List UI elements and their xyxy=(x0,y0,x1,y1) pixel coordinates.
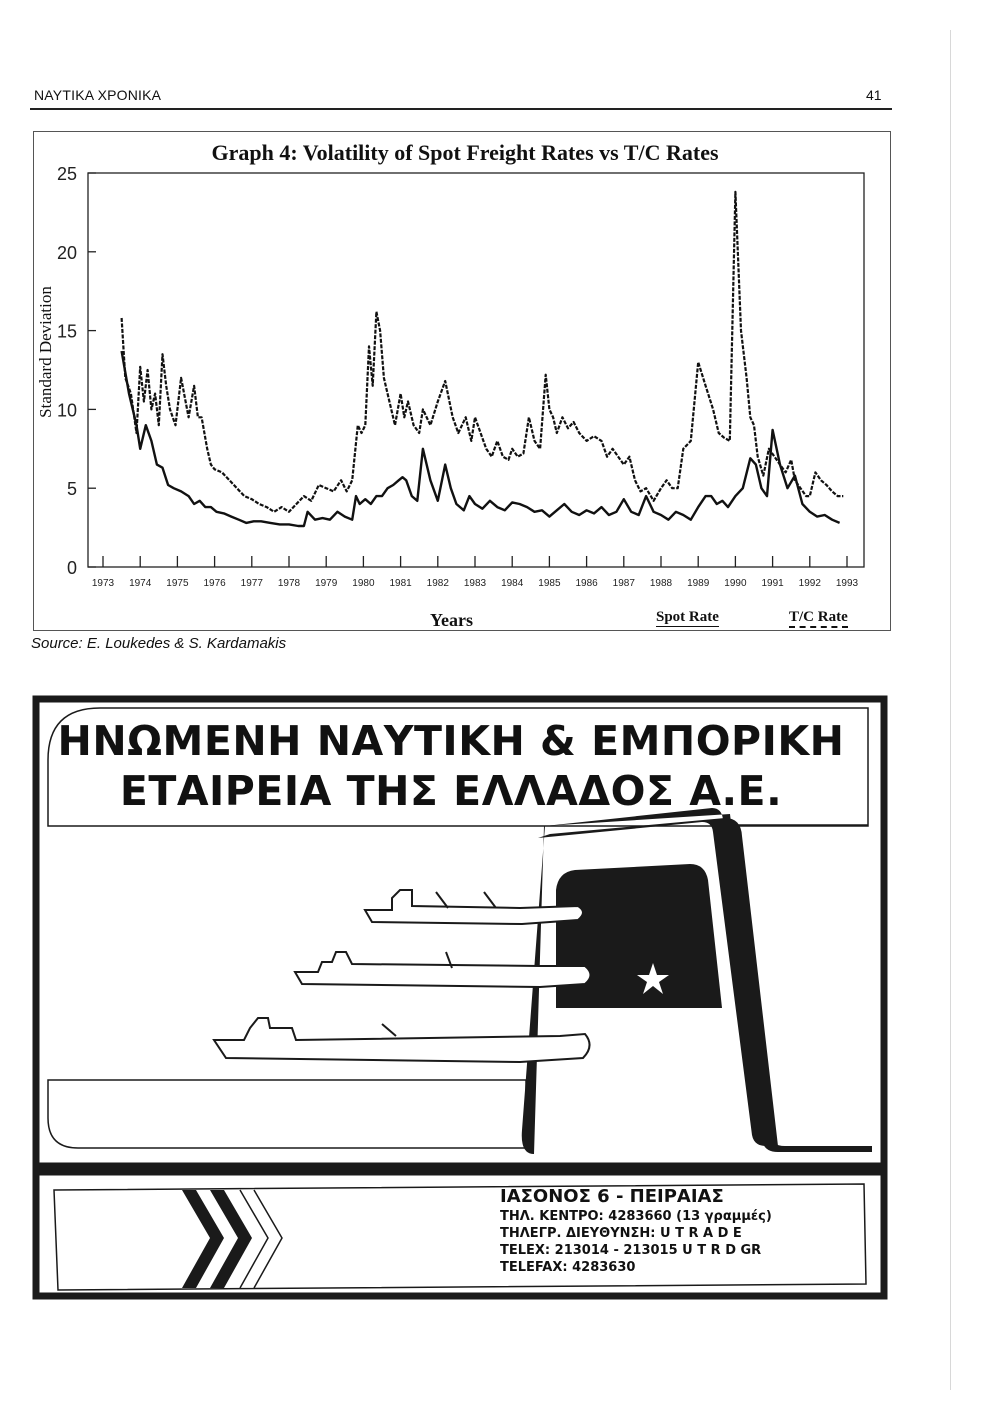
y-tick-label: 5 xyxy=(66,479,77,500)
legend-tc-rate: T/C Rate xyxy=(789,609,848,628)
legend-spot-rate: Spot Rate xyxy=(656,609,719,625)
x-tick-label: 1982 xyxy=(426,578,449,589)
page-number: 41 xyxy=(866,87,882,103)
x-tick-label: 1988 xyxy=(649,578,673,589)
x-tick-label: 1986 xyxy=(575,578,598,589)
funnel-flag xyxy=(556,864,722,1008)
y-tick-label: 20 xyxy=(56,242,77,263)
x-tick-label: 1981 xyxy=(389,578,412,589)
x-tick-label: 1979 xyxy=(315,578,338,589)
x-tick-label: 1983 xyxy=(463,578,487,589)
tanker-middle-icon xyxy=(295,952,591,987)
chart-title: Graph 4: Volatility of Spot Freight Rates vs T/C Rates xyxy=(211,140,719,165)
x-tick-label: 1974 xyxy=(129,578,152,589)
y-tick-label: 15 xyxy=(56,321,77,342)
x-tick-label: 1991 xyxy=(761,578,784,589)
x-tick-label: 1990 xyxy=(724,578,747,589)
y-tick-label: 25 xyxy=(56,164,77,184)
x-tick-label: 1978 xyxy=(277,578,301,589)
company-name-line-1: ΗΝΩΜΕΝΗ ΝΑΥΤΙΚΗ & ΕΜΠΟΡΙΚΗ xyxy=(57,717,845,765)
chevron-right-icon xyxy=(182,1190,252,1288)
y-tick-label: 10 xyxy=(56,400,77,421)
chart-source: Source: E. Loukedes & S. Kardamakis xyxy=(31,635,287,652)
x-tick-label: 1992 xyxy=(798,578,821,589)
x-tick-label: 1989 xyxy=(687,578,710,589)
y-tick-label: 0 xyxy=(66,558,77,578)
x-axis-label: Years xyxy=(430,610,473,630)
company-phone: ΤΗΛ. ΚΕΝΤΡΟ: 4283660 (13 γραμμές) xyxy=(500,1209,772,1224)
x-tick-label: 1980 xyxy=(352,578,375,589)
company-telex: TELEX: 213014 - 213015 U T R D GR xyxy=(500,1243,762,1258)
x-tick-label: 1985 xyxy=(538,578,561,589)
tanker-top-icon xyxy=(365,890,583,924)
x-tick-label: 1977 xyxy=(240,578,263,589)
company-telefax: TELEFAX: 4283630 xyxy=(500,1260,636,1275)
journal-title: ΝΑΥΤΙΚΑ ΧΡΟΝΙΚΑ xyxy=(34,87,162,103)
x-tick-label: 1976 xyxy=(203,578,226,589)
x-tick-label: 1975 xyxy=(166,578,189,589)
x-tick-label: 1987 xyxy=(612,578,635,589)
y-axis-label: Standard Deviation xyxy=(36,286,55,418)
x-tick-label: 1973 xyxy=(91,578,115,589)
company-address: ΙΑΣΟΝΟΣ 6 - ΠΕΙΡΑΙΑΣ xyxy=(500,1186,724,1207)
ad-lower-panel xyxy=(48,1080,526,1148)
company-name-line-2: ΕΤΑΙΡΕΙΑ ΤΗΣ ΕΛΛΑΔΟΣ Α.Ε. xyxy=(119,767,783,815)
x-tick-label: 1993 xyxy=(835,578,859,589)
company-cable-address: ΤΗΛΕΓΡ. ΔΙΕΥΘΥΝΣΗ: U T R A D E xyxy=(500,1226,742,1241)
address-box xyxy=(54,1184,866,1290)
x-tick-label: 1984 xyxy=(501,578,524,589)
ad-address-frame xyxy=(36,1172,884,1296)
